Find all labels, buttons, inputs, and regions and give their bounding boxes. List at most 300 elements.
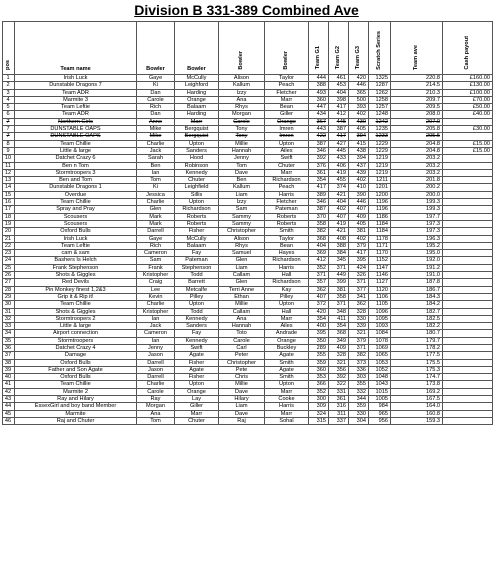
scratch-series-cell: 1200 <box>369 191 391 198</box>
game-2-cell: 421 <box>329 191 349 198</box>
cash-payout-cell: £40.00 <box>443 111 493 118</box>
pos-cell: 1 <box>3 75 15 82</box>
header-team-ave: Team ave <box>391 22 443 75</box>
bowler-3-cell: Morgan <box>219 111 265 118</box>
game-2-cell: 398 <box>329 96 349 103</box>
bowler-1-cell: Darrell <box>137 374 175 381</box>
game-1-cell: 447 <box>309 104 329 111</box>
cash-payout-cell: £15.00 <box>443 140 493 147</box>
scratch-series-cell: 1147 <box>369 264 391 271</box>
game-2-cell: 419 <box>329 169 349 176</box>
bowler-1-cell: Kristopher <box>137 272 175 279</box>
game-3-cell: 430 <box>349 118 369 125</box>
bowler-3-cell: Tony <box>219 126 265 133</box>
bowler-4-cell: Buckley <box>265 344 309 351</box>
scratch-series-cell: 1258 <box>369 96 391 103</box>
team-name-cell: Stormtroopers 3 <box>15 169 137 176</box>
game-3-cell: 402 <box>349 177 369 184</box>
bowler-1-cell: Sam <box>137 257 175 264</box>
scratch-series-cell: 1146 <box>369 272 391 279</box>
table-row <box>3 169 493 176</box>
pos-cell: 20 <box>3 228 15 235</box>
game-2-cell: 404 <box>329 89 349 96</box>
game-1-cell: 400 <box>309 323 329 330</box>
table-row <box>3 228 493 235</box>
bowler-4-cell: Agate <box>265 352 309 359</box>
team-ave-cell: 173.8 <box>391 381 443 388</box>
table-row <box>3 366 493 373</box>
cash-payout-cell: £130.00 <box>443 82 493 89</box>
table-row <box>3 337 493 344</box>
team-name-cell: Pin Monkey finest 1,2&3 <box>15 286 137 293</box>
table-row <box>3 155 493 162</box>
scratch-series-cell: 1235 <box>369 126 391 133</box>
bowler-2-cell: Sanders <box>175 323 219 330</box>
table-row <box>3 111 493 118</box>
cash-payout-cell <box>443 169 493 176</box>
bowler-3-cell: Liam <box>219 264 265 271</box>
pos-cell: 7 <box>3 126 15 133</box>
game-1-cell: 366 <box>309 381 329 388</box>
results-table <box>2 21 493 425</box>
bowler-3-cell: Millie <box>219 381 265 388</box>
cash-payout-cell: £70.00 <box>443 96 493 103</box>
pos-cell: 2 <box>3 82 15 89</box>
cash-payout-cell <box>443 206 493 213</box>
game-2-cell: 321 <box>329 359 349 366</box>
header-bowler-4: Bowler <box>265 22 309 75</box>
table-row <box>3 235 493 242</box>
scratch-series-cell: 1219 <box>369 162 391 169</box>
bowler-4-cell: Peach <box>265 82 309 89</box>
game-1-cell: 300 <box>309 396 329 403</box>
scratch-series-cell: 1229 <box>369 140 391 147</box>
bowler-1-cell: Jack <box>137 147 175 154</box>
bowler-4-cell: Bean <box>265 104 309 111</box>
team-ave-cell: 182.5 <box>391 315 443 322</box>
bowler-4-cell: Agate <box>265 366 309 373</box>
bowler-1-cell: Cameron <box>137 250 175 257</box>
game-3-cell: 339 <box>349 323 369 330</box>
game-3-cell: 405 <box>349 126 369 133</box>
team-ave-cell: 159.3 <box>391 417 443 424</box>
bowler-3-cell: Ana <box>219 96 265 103</box>
game-3-cell: 330 <box>349 315 369 322</box>
cash-payout-cell <box>443 396 493 403</box>
bowler-2-cell: Orange <box>175 96 219 103</box>
game-3-cell: 424 <box>349 264 369 271</box>
game-3-cell: 402 <box>349 111 369 118</box>
pos-cell: 9 <box>3 147 15 154</box>
game-3-cell: 379 <box>349 242 369 249</box>
bowler-4-cell: Smith <box>265 359 309 366</box>
bowler-1-cell: Gaye <box>137 75 175 82</box>
team-ave-cell: 201.8 <box>391 177 443 184</box>
pos-cell: 7 <box>3 133 15 140</box>
pos-cell: 11 <box>3 162 15 169</box>
table-row <box>3 286 493 293</box>
game-2-cell: 349 <box>329 337 349 344</box>
bowler-4-cell: Giller <box>265 111 309 118</box>
team-ave-cell: 180.7 <box>391 330 443 337</box>
scratch-series-cell: 1248 <box>369 111 391 118</box>
team-name-cell: Team ADR <box>15 89 137 96</box>
pos-cell: 10 <box>3 155 15 162</box>
team-name-cell: Team Leftie <box>15 242 137 249</box>
game-2-cell: 328 <box>329 352 349 359</box>
bowler-2-cell: Balaam <box>175 104 219 111</box>
game-1-cell: 369 <box>309 250 329 257</box>
team-name-cell: DUNSTABLE OAPS <box>15 126 137 133</box>
cash-payout-cell <box>443 228 493 235</box>
bowler-1-cell: Jason <box>137 352 175 359</box>
game-1-cell: 387 <box>309 206 329 213</box>
bowler-4-cell: Andrade <box>265 330 309 337</box>
bowler-4-cell: Roberts <box>265 220 309 227</box>
game-1-cell: 355 <box>309 352 329 359</box>
header-cash-payout: Cash payout <box>443 22 493 75</box>
bowler-1-cell: Mark <box>137 220 175 227</box>
game-1-cell: 412 <box>309 257 329 264</box>
scratch-series-cell: 1233 <box>369 133 391 140</box>
team-ave-cell: 160.8 <box>391 410 443 417</box>
team-ave-cell: 220.8 <box>391 75 443 82</box>
game-3-cell: 365 <box>349 89 369 96</box>
game-3-cell: 330 <box>349 410 369 417</box>
game-2-cell: 361 <box>329 396 349 403</box>
team-name-cell: Dunstable Dragons 7 <box>15 82 137 89</box>
bowler-3-cell: Chris <box>219 374 265 381</box>
bowler-4-cell: Marr <box>265 169 309 176</box>
team-ave-cell: 196.3 <box>391 235 443 242</box>
scratch-series-cell: 965 <box>369 410 391 417</box>
bowler-2-cell: Agate <box>175 352 219 359</box>
bowler-3-cell: Rhys <box>219 242 265 249</box>
game-1-cell: 443 <box>309 126 329 133</box>
bowler-1-cell: Kevin <box>137 293 175 300</box>
game-3-cell: 394 <box>349 133 369 140</box>
pos-cell: 12 <box>3 169 15 176</box>
header-bowler-1: Bowler <box>137 22 175 75</box>
cash-payout-cell <box>443 352 493 359</box>
team-name-cell: Marmite 3 <box>15 96 137 103</box>
game-2-cell: 404 <box>329 199 349 206</box>
team-name-cell: Marmite 2 <box>15 388 137 395</box>
bowler-2-cell: Pilley <box>175 293 219 300</box>
team-ave-cell: 175.5 <box>391 359 443 366</box>
bowler-1-cell: Lee <box>137 286 175 293</box>
bowler-3-cell: Glen <box>219 279 265 286</box>
cash-payout-cell <box>443 133 493 140</box>
bowler-1-cell: Charlie <box>137 140 175 147</box>
game-1-cell: 395 <box>309 330 329 337</box>
team-ave-cell: 195.2 <box>391 242 443 249</box>
bowler-2-cell: Fisher <box>175 359 219 366</box>
pos-cell: 43 <box>3 396 15 403</box>
bowler-2-cell: Kennedy <box>175 169 219 176</box>
game-2-cell: 455 <box>329 177 349 184</box>
game-2-cell: 417 <box>329 133 349 140</box>
bowler-3-cell: Rhys <box>219 104 265 111</box>
game-2-cell: 399 <box>329 279 349 286</box>
bowler-3-cell: Samuel <box>219 250 265 257</box>
team-name-cell: Marmite <box>15 410 137 417</box>
table-row <box>3 315 493 322</box>
scratch-series-cell: 1105 <box>369 301 391 308</box>
team-name-cell: Father and Son Agate <box>15 366 137 373</box>
table-row <box>3 89 493 96</box>
team-ave-cell: 205.8 <box>391 126 443 133</box>
bowler-3-cell: Sammy <box>219 220 265 227</box>
bowler-1-cell: Ki <box>137 184 175 191</box>
game-2-cell: 392 <box>329 374 349 381</box>
bowler-3-cell: Raj <box>219 417 265 424</box>
cash-payout-cell <box>443 293 493 300</box>
bowler-2-cell: Giller <box>175 403 219 410</box>
bowler-2-cell: Orange <box>175 388 219 395</box>
bowler-1-cell: Mark <box>137 213 175 220</box>
scratch-series-cell: 1127 <box>369 279 391 286</box>
bowler-2-cell: Barrett <box>175 279 219 286</box>
cash-payout-cell: £100.00 <box>443 89 493 96</box>
team-ave-cell: 208.0 <box>391 111 443 118</box>
scratch-series-cell: 1186 <box>369 213 391 220</box>
bowler-4-cell: Fletcher <box>265 199 309 206</box>
header-bowler-2: Bowler <box>175 22 219 75</box>
scratch-series-cell: 1106 <box>369 293 391 300</box>
pos-cell: 19 <box>3 220 15 227</box>
bowler-3-cell: Millie <box>219 140 265 147</box>
team-ave-cell: 184.2 <box>391 301 443 308</box>
table-row <box>3 396 493 403</box>
bowler-4-cell: Richardson <box>265 257 309 264</box>
bowler-3-cell: Christopher <box>219 228 265 235</box>
bowler-1-cell: Darrell <box>137 228 175 235</box>
bowler-4-cell: Marr <box>265 96 309 103</box>
bowler-2-cell: Chuter <box>175 177 219 184</box>
bowler-1-cell: Jason <box>137 366 175 373</box>
game-2-cell: 331 <box>329 388 349 395</box>
bowler-2-cell: Hood <box>175 155 219 162</box>
game-2-cell: 461 <box>329 75 349 82</box>
cash-payout-cell <box>443 308 493 315</box>
bowler-3-cell: Peter <box>219 352 265 359</box>
bowler-3-cell: Ana <box>219 315 265 322</box>
table-row <box>3 140 493 147</box>
table-row <box>3 417 493 424</box>
bowler-2-cell: Leighfield <box>175 184 219 191</box>
game-2-cell: 316 <box>329 403 349 410</box>
team-ave-cell: 182.7 <box>391 308 443 315</box>
game-3-cell: 379 <box>349 337 369 344</box>
bowler-2-cell: Bergquist <box>175 126 219 133</box>
game-3-cell: 417 <box>349 250 369 257</box>
bowler-2-cell: Richardson <box>175 206 219 213</box>
pos-cell: 23 <box>3 250 15 257</box>
pos-cell: 7 <box>3 118 15 125</box>
pos-cell: 17 <box>3 206 15 213</box>
game-2-cell: 388 <box>329 242 349 249</box>
scratch-series-cell: 984 <box>369 403 391 410</box>
team-name-cell: Oxford Bulls <box>15 374 137 381</box>
scratch-series-cell: 1229 <box>369 147 391 154</box>
header-pos: pos <box>3 22 15 75</box>
bowler-1-cell: Jenny <box>137 344 175 351</box>
cash-payout-cell <box>443 184 493 191</box>
game-2-cell: 453 <box>329 82 349 89</box>
cash-payout-cell: £30.00 <box>443 126 493 133</box>
bowler-3-cell: Carl <box>219 344 265 351</box>
scratch-series-cell: 1262 <box>369 89 391 96</box>
game-2-cell: 381 <box>329 286 349 293</box>
game-1-cell: 370 <box>309 213 329 220</box>
game-3-cell: 393 <box>349 104 369 111</box>
game-1-cell: 360 <box>309 366 329 373</box>
table-row <box>3 242 493 249</box>
bowler-3-cell: Liam <box>219 191 265 198</box>
game-1-cell: 387 <box>309 140 329 147</box>
pos-cell: 31 <box>3 308 15 315</box>
cash-payout-cell: £50.00 <box>443 104 493 111</box>
team-name-cell: Team Chillie <box>15 199 137 206</box>
pos-cell: 29 <box>3 293 15 300</box>
cash-payout-cell <box>443 403 493 410</box>
team-ave-cell: 182.2 <box>391 323 443 330</box>
bowler-3-cell: Ben <box>219 177 265 184</box>
pos-cell: 38 <box>3 359 15 366</box>
header-team-g1: Team G1 <box>309 22 329 75</box>
bowler-1-cell: Ki <box>137 82 175 89</box>
team-name-cell: cam & sam <box>15 250 137 257</box>
cash-payout-cell <box>443 381 493 388</box>
bowler-4-cell: Pateman <box>265 206 309 213</box>
game-1-cell: 350 <box>309 337 329 344</box>
game-3-cell: 395 <box>349 257 369 264</box>
bowler-3-cell: Sam <box>219 206 265 213</box>
team-ave-cell: 184.3 <box>391 293 443 300</box>
game-3-cell: 439 <box>349 169 369 176</box>
bowler-1-cell: Dan <box>137 89 175 96</box>
game-3-cell: 410 <box>349 184 369 191</box>
team-name-cell: Oxford Bulls <box>15 359 137 366</box>
cash-payout-cell <box>443 191 493 198</box>
table-row <box>3 272 493 279</box>
cash-payout-cell <box>443 199 493 206</box>
game-2-cell: 406 <box>329 162 349 169</box>
bowler-1-cell: Rich <box>137 104 175 111</box>
bowler-3-cell: Tony <box>219 133 265 140</box>
team-name-cell: Oxford Bulls <box>15 228 137 235</box>
bowler-1-cell: Ray <box>137 396 175 403</box>
game-1-cell: 354 <box>309 315 329 322</box>
pos-cell: 5 <box>3 104 15 111</box>
pos-cell: 24 <box>3 257 15 264</box>
bowler-1-cell: Glen <box>137 206 175 213</box>
team-ave-cell: 195.0 <box>391 250 443 257</box>
scratch-series-cell: 1171 <box>369 242 391 249</box>
table-row <box>3 250 493 257</box>
scratch-series-cell: 1325 <box>369 75 391 82</box>
pos-cell: 46 <box>3 417 15 424</box>
game-3-cell: 336 <box>349 366 369 373</box>
game-1-cell: 389 <box>309 191 329 198</box>
game-2-cell: 358 <box>329 293 349 300</box>
scratch-series-cell: 1170 <box>369 250 391 257</box>
bowler-4-cell: Bean <box>265 242 309 249</box>
scratch-series-cell: 1065 <box>369 352 391 359</box>
game-1-cell: 309 <box>309 403 329 410</box>
cash-payout-cell <box>443 417 493 424</box>
game-3-cell: 341 <box>349 293 369 300</box>
game-3-cell: 373 <box>349 359 369 366</box>
bowler-3-cell: Callam <box>219 308 265 315</box>
bowler-2-cell: Bergquist <box>175 133 219 140</box>
game-2-cell: 387 <box>329 126 349 133</box>
team-ave-cell: 186.7 <box>391 286 443 293</box>
game-2-cell: 345 <box>329 257 349 264</box>
table-row <box>3 206 493 213</box>
game-3-cell: 500 <box>349 96 369 103</box>
game-2-cell: 419 <box>329 220 349 227</box>
bowler-1-cell: Ana <box>137 410 175 417</box>
pos-cell: 27 <box>3 279 15 286</box>
header-scratch-series: Scratch Series <box>369 22 391 75</box>
bowler-4-cell: Hayes <box>265 250 309 257</box>
scratch-series-cell: 1287 <box>369 82 391 89</box>
game-3-cell: 409 <box>349 213 369 220</box>
bowler-3-cell: Carole <box>219 118 265 125</box>
cash-payout-cell <box>443 279 493 286</box>
team-name-cell: Airport connection <box>15 330 137 337</box>
bowler-1-cell: Jessica <box>137 191 175 198</box>
bowler-2-cell: Roberts <box>175 213 219 220</box>
table-row <box>3 301 493 308</box>
team-ave-cell: 179.7 <box>391 337 443 344</box>
team-name-cell: EssexGirl and boy band Member <box>15 403 137 410</box>
team-name-cell: Damage <box>15 352 137 359</box>
game-1-cell: 346 <box>309 147 329 154</box>
bowler-3-cell: Hannah <box>219 147 265 154</box>
bowler-4-cell: Imren <box>265 133 309 140</box>
game-1-cell: 358 <box>309 220 329 227</box>
team-name-cell: Datchet Crazy 6 <box>15 155 137 162</box>
game-1-cell: 368 <box>309 235 329 242</box>
cash-payout-cell <box>443 213 493 220</box>
game-3-cell: 304 <box>349 417 369 424</box>
game-1-cell: 353 <box>309 374 329 381</box>
cash-payout-cell <box>443 315 493 322</box>
game-2-cell: 445 <box>329 118 349 125</box>
bowler-4-cell: Kay <box>265 286 309 293</box>
bowler-2-cell: Fay <box>175 330 219 337</box>
bowler-4-cell: Marr <box>265 410 309 417</box>
bowler-3-cell: Tom <box>219 162 265 169</box>
pos-cell: 40 <box>3 374 15 381</box>
game-1-cell: 359 <box>309 359 329 366</box>
cash-payout-cell: £15.00 <box>443 147 493 154</box>
team-ave-cell: 205.5 <box>391 133 443 140</box>
game-1-cell: 357 <box>309 279 329 286</box>
table-row <box>3 177 493 184</box>
bowler-2-cell: Marr <box>175 410 219 417</box>
bowler-2-cell: McCully <box>175 235 219 242</box>
bowler-2-cell: Agate <box>175 366 219 373</box>
cash-payout-cell <box>443 337 493 344</box>
team-ave-cell: 197.3 <box>391 228 443 235</box>
cash-payout-cell <box>443 323 493 330</box>
team-name-cell: Team Leftie <box>15 104 137 111</box>
cash-payout-cell <box>443 374 493 381</box>
